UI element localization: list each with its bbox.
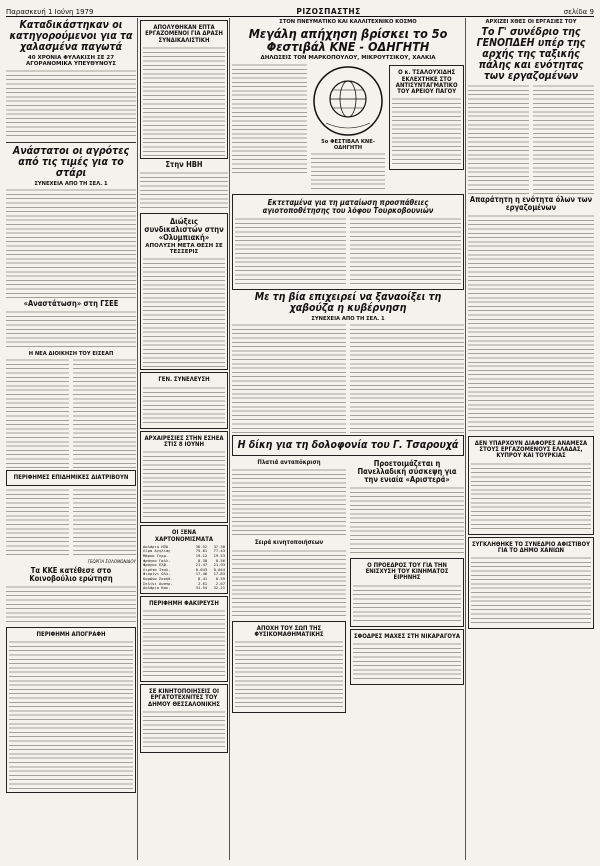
masthead-date: Παρασκευή 1 Ιούνη 1979 [6, 8, 94, 16]
story-subheadline: ΑΠΟΛΥΣΗ ΜΕΤΑ ΘΕΣΗ ΣΕ ΤΕΣΣΕΡΙΣ [145, 243, 223, 256]
story-headline: Ο ΠΡΟΕΔΡΟΣ ΤΟΥ ΓΙΑ ΤΗΝ ΕΝΙΣΧΥΣΗ ΤΟΥ ΚΙΝΗΜΑΤΟΣ ΕΙΡΗΝΗΣ [365, 561, 449, 582]
boxed-story [350, 558, 464, 627]
story-headline: Στην ΗΒΗ [165, 159, 203, 169]
article-text [468, 364, 594, 434]
byline: ΓΕΩΡΓΙΑ ΣΟΛΟΜΩΝΙΔΟΥ [87, 559, 136, 565]
two-column-text [232, 323, 464, 433]
rate-value: 8.41 [198, 576, 208, 582]
boxed-story [140, 684, 228, 753]
currency-name: Φιορίνι Ολλ. [143, 571, 171, 577]
boxed-story [140, 20, 228, 159]
currency-name: Φράγκο Ελβ. [143, 562, 169, 568]
article-text [471, 556, 591, 626]
lead-right [389, 63, 464, 192]
article-text [232, 468, 346, 538]
column-5 [468, 18, 594, 862]
boxed-story [140, 213, 228, 371]
article-text [350, 486, 464, 556]
lower-area [232, 458, 464, 715]
festival-logo-icon [312, 65, 384, 137]
story-headline: ΑΠΟΧΗ ΤΟΥ ΣΩΠ ΤΗΣ ΦΥΣΙΚΟΜΑΘΗΜΑΤΙΚΗΣ [254, 624, 324, 638]
currency-name: Λιρέτα Ιταλ. [143, 566, 171, 572]
article-text [6, 188, 136, 298]
column-1 [6, 18, 136, 862]
boxed-story [140, 372, 228, 428]
story-headline: Προετοιμάζεται η Πανελλαδική σύσκεψη για την ενιαία «Αριστερά» [357, 459, 457, 484]
section-kicker: ΣΤΟΝ ΠΝΕΥΜΑΤΙΚΟ ΚΑΙ ΚΑΛΛΙΤΕΧΝΙΚΟ ΚΟΣΜΟ [279, 19, 417, 25]
rate-value: 77.43 [213, 548, 225, 554]
story-kicker: ΣΥΝΕΧΕΙΑ ΑΠΟ ΤΗ ΣΕΛ. 1 [311, 316, 385, 323]
rate-value: 0.043 [195, 566, 208, 572]
story-headline: ΑΡΧΑΙΡΕΣΙΕΣ ΣΤΗΝ ΕΣΗΕΑ ΣΤΙΣ 8 ΙΟΥΝΗ [144, 434, 224, 448]
story-headline: Εκτεταμένα για τη ματαίωση προσπάθειες αγιοτοποθέτησης του λόφου Τουρκοβουνιών [262, 198, 434, 216]
article-text [232, 323, 346, 433]
story-headline: Με τη βία επιχειρεί να ξαναοίξει τη χαβούζα η κυβέρνηση [254, 291, 442, 315]
rate-value: 19.12 [195, 553, 208, 559]
masthead [6, 4, 594, 17]
rate-value: 19.53 [213, 553, 225, 559]
story-headline: ΠΕΡΙΦΗΜΗ ΦΑΚΙΡΕΥΣΗ [149, 599, 219, 607]
currency-name: Δολάριο Καν. [143, 585, 171, 591]
lower-right [350, 458, 464, 715]
logo-caption: 5ο ΦΕΣΤΙΒΑΛ ΚΝΕ-ΟΔΗΓΗΤΗ [321, 139, 375, 152]
story-headline: Πλατιά ανταπόκριση [257, 459, 321, 467]
boxed-story [389, 65, 464, 170]
currency-name: Δολάριο ΗΠΑ [143, 543, 169, 549]
story-kicker: Η ΝΕΑ ΔΙΟΙΚΗΣΗ ΤΟΥ ΕΙΣΕΑΠ [28, 350, 114, 357]
story-headline: «Αναστάτωση» στη ΓΣΕΕ [23, 299, 119, 309]
article-text [6, 310, 136, 350]
article-text [235, 217, 346, 287]
boxed-story [468, 436, 594, 535]
story-headline: ΠΕΡΙΦΗΜΕΣ ΕΠΙΔΗΜΙΚΕΣ ΔΙΑΤΡΙΒΟΥΝ [13, 473, 129, 481]
article-text [468, 84, 529, 194]
table-title: ΟΙ ΞΕΝΑ ΧΑΡΤΟΝΟΜΙΣΜΑΤΑ [154, 529, 214, 543]
divider [6, 142, 136, 143]
rate-value: 37.30 [213, 543, 225, 549]
article-text [143, 609, 225, 679]
story-headline: ΣΥΓΚΛΗΘΗΚΕ ΤΟ ΣΥΝΕΔΡΙΟ ΑΦΙΣΤΙΒΟΥ ΓΙΑ ΤΟ ΔΗΜΟ ΧΑΝΙΩΝ [471, 540, 591, 555]
two-column-text [6, 358, 136, 468]
boxed-story [232, 194, 464, 290]
article-text [311, 152, 386, 192]
rate-value: 17.83 [213, 571, 225, 577]
lead-area [232, 63, 464, 192]
two-column-text [235, 217, 461, 287]
lead-headline: Καταδικάστηκαν οι κατηγορούμενοι για τα χαλασμένα παγωτά [9, 19, 133, 54]
story-headline: Ανάστατοι οι αγρότες από τις τιμές για το στάρι [12, 145, 130, 180]
boxed-story [140, 596, 228, 682]
column-divider [137, 18, 138, 860]
lead-subheadline: 40 ΧΡΟΝΙΑ ΦΥΛΑΚΙΣΗ ΣΕ 27 ΑΓΟΡΑΝΟΜΙΚΑ ΥΠΕΥΘΥΝΟΥΣ [26, 55, 116, 68]
story-headline: Διώξεις συνδικαλιστών στην «Ολυμπιακή» [144, 216, 224, 242]
column-divider [465, 18, 466, 860]
boxed-story [6, 627, 136, 793]
lead-headline: Μεγάλη απήχηση βρίσκει το 5ο Φεστιβάλ ΚΝΕ - ΟΔΗΓΗΤΗ [248, 26, 448, 55]
story-kicker: ΣΥΝΕΧΕΙΑ ΑΠΟ ΤΗ ΣΕΛ. 1 [34, 181, 108, 188]
story-headline: ΠΕΡΙΦΗΜΗ ΑΠΟΓΡΑΦΗ [36, 631, 106, 639]
article-text [350, 217, 461, 287]
article-text [143, 450, 225, 520]
rate-value: 8.59 [215, 576, 225, 582]
two-column-text [468, 84, 594, 194]
story-headline: ΣΦΟΔΡΕΣ ΜΑΧΕΣ ΣΤΗ ΝΙΚΑΡΑΓΟΥΑ [353, 632, 461, 640]
article-text [353, 642, 461, 682]
lead-center [311, 63, 386, 192]
rate-value: 75.81 [195, 548, 208, 554]
boxed-story [232, 435, 464, 456]
currency-name: Φράγκο Γαλλ. [143, 557, 171, 563]
column-2 [140, 18, 228, 862]
exchange-rates-table [143, 545, 225, 591]
article-text [73, 488, 136, 558]
lower-left [232, 458, 346, 715]
article-text [143, 386, 225, 426]
masthead-paper-name: ΡΙΖΟΣΠΑΣΤΗΣ [296, 7, 361, 16]
masthead-page-number: σελίδα 9 [563, 8, 594, 16]
story-headline: Η δίκη για τη δολοφονία του Γ. Τσαρουχά [237, 439, 459, 452]
story-headline: ΓΕΝ. ΣΥΝΕΛΕΥΣΗ [158, 376, 210, 384]
story-headline: Απαράτητη η ενότητα όλων των εργαζομένων [469, 195, 593, 212]
rate-value: 32.21 [213, 585, 225, 591]
rate-value: 8.56 [215, 557, 225, 563]
article-text [9, 640, 133, 790]
currency-name: Μάρκο Γερμ. [143, 553, 169, 559]
rate-value: 0.044 [213, 566, 225, 572]
exchange-rates-box [140, 525, 228, 594]
lead-headline: Το Γ' συνέδριο της ΓΕΝΟΠΔΕΗ υπέρ της αρχής της ταξικής πάλης και ενότητας των εργαζομένων [476, 26, 586, 83]
article-text [471, 462, 591, 532]
article-text [353, 584, 461, 624]
article-text [143, 46, 225, 156]
column-divider [229, 18, 230, 860]
boxed-story [140, 431, 228, 524]
story-headline: Τα ΚΚΕ κατέθεσε στο Κοινοβούλιο ερώτηση [29, 566, 113, 584]
rate-value: 17.46 [195, 571, 208, 577]
article-text [6, 488, 69, 558]
rate-value: 8.38 [198, 557, 208, 563]
column-3-4 [232, 18, 464, 862]
rate-value: 31.54 [195, 585, 208, 591]
article-text [6, 585, 136, 625]
currency-name: Λίρα Αγγλίας [143, 548, 171, 554]
two-column-text [6, 488, 136, 558]
boxed-story [6, 470, 136, 486]
article-text [468, 214, 594, 364]
article-text [232, 63, 307, 173]
article-text [143, 257, 225, 367]
table-row [143, 586, 225, 591]
article-text [533, 84, 594, 194]
story-headline: Σειρά κινητοποιήσεων [254, 539, 324, 547]
rate-value: 21.93 [213, 562, 225, 568]
rate-value: 36.52 [195, 543, 208, 549]
story-headline: ΣΕ ΚΙΝΗΤΟΠΟΙΗΣΕΙΣ ΟΙ ΕΡΓΑΤΟΤΕΧΝΙΤΕΣ ΤΟΥ ΔΗΜΟΥ ΘΕΣΣΑΛΟΝΙΚΗΣ [148, 688, 220, 708]
lead-subheadline: ΔΗΛΩΣΕΙΣ ΤΟΝ ΜΑΡΚΟΠΟΥΛΟΥ, ΜΙΚΡΟΥΤΣΙΚΟΥ, ΧΑΛΚΙΑ [260, 55, 436, 62]
section-kicker: ΑΡΧΙΖΕΙ ΧΘΕΣ ΟΙ ΕΡΓΑΣΙΕΣ ΤΟΥ [485, 19, 577, 25]
article-text [232, 549, 346, 619]
rate-value: 21.47 [195, 562, 208, 568]
currency-name: Κορώνα Σουηδ. [143, 576, 173, 582]
article-text [392, 97, 461, 167]
currency-name: Σελίνι Αυστρ. [143, 580, 173, 586]
boxed-story [232, 621, 346, 714]
story-headline: ΔΕΝ ΥΠΑΡΧΟΥΝ ΔΙΑΦΟΡΕΣ ΑΝΑΜΕΣΑ ΣΤΟΥΣ ΕΡΓΑΖΟΜΕΝΟΥΣ ΕΛΛΑΔΑΣ, ΚΥΠΡΟΥ ΚΑΙ ΤΟΥΡΚΙΑΣ [474, 439, 588, 460]
lead-left [232, 63, 307, 192]
article-text [73, 358, 136, 468]
boxed-story [350, 629, 464, 685]
article-text [6, 69, 136, 139]
article-text [235, 640, 343, 710]
story-headline: ΑΠΟΛΥΘΗΚΑΝ ΕΠΤΑ ΕΡΓΑΖΟΜΕΝΟΙ ΓΙΑ ΔΡΑΣΗ ΣΥΝΔΙΚΑΛΙΣΤΙΚΗ [145, 24, 223, 44]
story-headline: Ο κ. ΤΣΑΛΟΥΧΙΔΗΣ ΕΚΛΕΧΤΗΚΕ ΣΤΟ ΑΝΤΙΣΥΝΤΑΓΜΑΤΙΚΟ ΤΟΥ ΑΡΕΙΟΥ ΠΑΓΟΥ [395, 69, 458, 96]
article-text [350, 323, 464, 433]
article-text [143, 710, 225, 750]
rate-value: 2.61 [198, 580, 208, 586]
boxed-story [468, 537, 594, 630]
rate-value: 2.67 [215, 580, 225, 586]
article-text [140, 171, 228, 211]
article-text [6, 358, 69, 468]
